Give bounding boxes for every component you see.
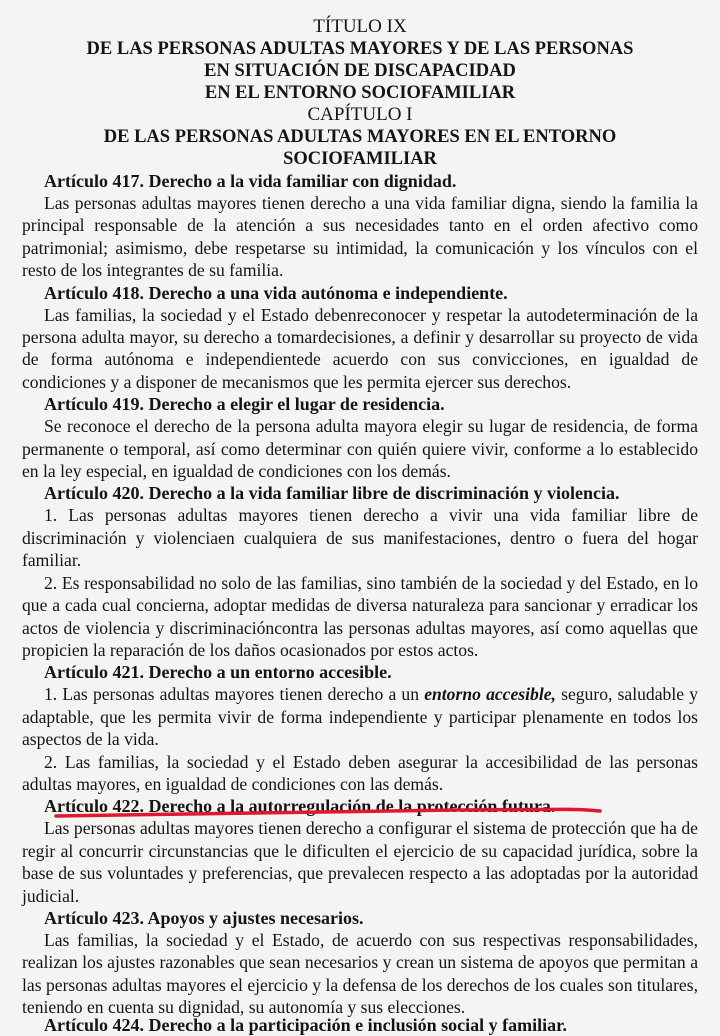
article-423 bbox=[22, 907, 698, 1019]
article-paragraph: Las familias, la sociedad y el Estado, de acuerdo con sus respectivas responsabilidades, realizan los ajustes razonables que sean necesarios y crean un sistema de apoyos que permitan a las personas adultas mayores el ejercicio y la defensa de los derechos de los cuales son titulares, teniendo en cuenta su dignidad, su autonomía y sus elecciones. bbox=[22, 929, 698, 1018]
article-421 bbox=[22, 661, 698, 795]
article-paragraph: Se reconoce el derecho de la persona adulta mayora elegir su lugar de residencia, de forma permanente o temporal, así como determinar con quién quiere vivir, conforme a lo establecido en la ley especial, en igualdad de condiciones con los demás. bbox=[22, 416, 698, 482]
titulo-heading-line-1: DE LAS PERSONAS ADULTAS MAYORES Y DE LAS PERSONAS bbox=[86, 39, 634, 59]
titulo-heading-line-3: EN EL ENTORNO SOCIOFAMILIAR bbox=[204, 83, 516, 103]
article-paragraph: Las personas adultas mayores tienen derecho a configurar el sistema de protección que ha de regir al concurrir circunstancias que le dificulten el ejercicio de su capacidad jurídica, sobre la base de sus voluntades y preferencias, que prevalecen respecto a las adoptadas por la autoridad judicial. bbox=[22, 818, 698, 906]
article-title: Artículo 417. Derecho a la vida familiar con dignidad. bbox=[44, 171, 457, 191]
article-419 bbox=[22, 393, 698, 482]
article-418 bbox=[22, 282, 698, 394]
capitulo-heading-line-2: SOCIOFAMILIAR bbox=[283, 149, 437, 169]
capitulo-heading-line-1: DE LAS PERSONAS ADULTAS MAYORES EN EL ENTORNO bbox=[103, 127, 617, 147]
article-422 bbox=[22, 795, 698, 907]
article-title: Artículo 421. Derecho a un entorno accesible. bbox=[44, 662, 392, 683]
capitulo-label: CAPÍTULO I bbox=[307, 104, 413, 125]
emphasis-text: entorno accesible, bbox=[424, 684, 556, 705]
article-title-highlighted: Artículo 422. Derecho a la autorregulación de la protección futura. bbox=[44, 796, 556, 817]
titulo-heading-line-2: EN SITUACIÓN DE DISCAPACIDAD bbox=[204, 61, 516, 81]
article-paragraph: Las familias, la sociedad y el Estado debenreconocer y respetar la autodeterminación de la persona adulta mayor, su derecho a tomardecisiones, a definir y desarrollar su proyecto de vida de forma autónoma e independientede acuerdo con sus convicciones, en igualdad de condiciones y a disponer de mecanismos que les permita ejercer sus derechos. bbox=[22, 304, 698, 392]
article-paragraph: 1. Las personas adultas mayores tienen derecho a vivir una vida familiar libre de discriminación y violenciaen cualquiera de sus manifestaciones, dentro o fuera del hogar familiar. bbox=[22, 505, 698, 571]
paragraph-text-before: 1. Las personas adultas mayores tienen derecho a un bbox=[44, 684, 425, 705]
article-paragraph: 2. Es responsabilidad no solo de las familias, sino también de la sociedad y del Estado, en lo que a cada cual concierna, adoptar medidas de diversa naturaleza para sancionar y erradicar los actos de violencia y discriminacióncontra las personas adultas mayores, así como aquellas que propicien la reparación de los daños ocasionados por estos actos. bbox=[22, 572, 698, 660]
article-title: Artículo 423. Apoyos y ajustes necesarios. bbox=[44, 907, 364, 928]
article-title: Artículo 419. Derecho a elegir el lugar de residencia. bbox=[44, 394, 445, 415]
paragraph-text-after: seguro, saludable y adaptable, que les permita vivir de forma independiente y participar plenamente en todos los aspectos de la vida. bbox=[22, 684, 698, 750]
article-paragraph: Las personas adultas mayores tienen derecho a una vida familiar digna, siendo la familia la principal responsable de la atención a sus necesidades tanto en el orden afectivo como patrimonial; asimismo, debe respetarse su intimidad, la comunicación y los vínculos con el resto de los integrantes de su familia. bbox=[22, 193, 698, 281]
article-title: Artículo 418. Derecho a una vida autónoma e independiente. bbox=[44, 282, 508, 303]
article-title: Artículo 420. Derecho a la vida familiar libre de discriminación y violencia. bbox=[44, 483, 620, 504]
article-420 bbox=[22, 482, 698, 661]
cut-off-article-title: Artículo 424. Derecho a la participación e inclusión social y familiar. bbox=[44, 1015, 567, 1035]
article-417 bbox=[22, 170, 698, 282]
article-paragraph bbox=[22, 683, 698, 750]
article-paragraph: 2. Las familias, la sociedad y el Estado deben asegurar la accesibilidad de las personas adultas mayores, en igualdad de condiciones con las demás. bbox=[22, 751, 698, 794]
titulo-label: TÍTULO IX bbox=[313, 16, 407, 37]
